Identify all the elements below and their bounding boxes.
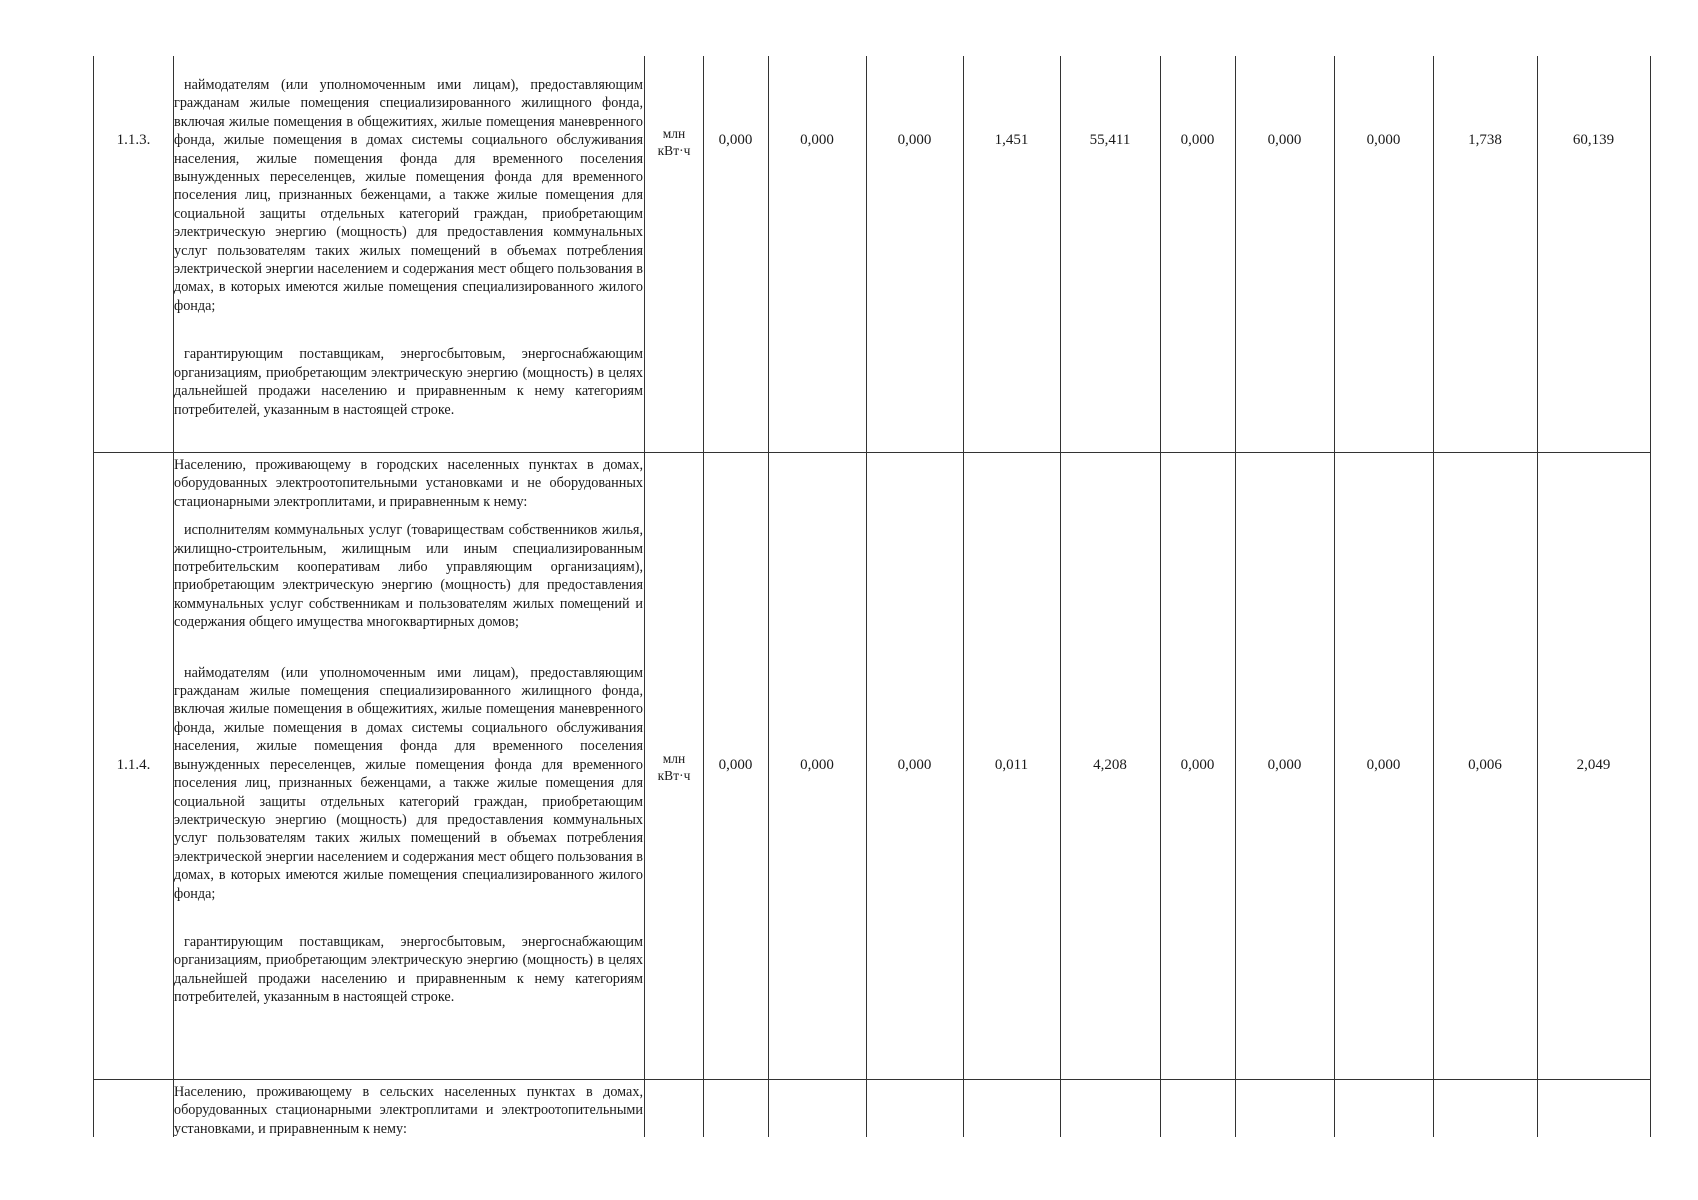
paragraph: наймодателям (или уполномоченным ими лицам), предоставляющим гражданам жилые помещения специализированного жилищного фонда, включая жилые помещения в общежитиях, жилые помещения маневренного фонда, жилые помещения в домах системы социального обслуживания населения, жилые помещения фонда для временного поселения вынужденных переселенцев, жилые помещения фонда для временного поселения лиц, признанных беженцами, а также жилые помещения для социальной защиты отдельных категорий граждан, приобретающим электрическую энергию (мощность) для предоставления коммунальных услуг пользователям таких жилых помещений в объемах потребления электрической энергии населением и содержания мест общего пользования в домах, в которых имеются жилые помещения специализированного жилого фонда; bbox=[174, 77, 643, 314]
grid-line bbox=[1334, 56, 1335, 1137]
grid-line bbox=[1235, 56, 1236, 1137]
paragraph: Населению, проживающему в сельских населенных пунктах в домах, оборудованных стационарными электроплитами и электроотопительными установками, и приравненным к нему: bbox=[174, 1084, 643, 1137]
paragraph: наймодателям (или уполномоченным ими лицам), предоставляющим гражданам жилые помещения специализированного жилищного фонда, включая жилые помещения в общежитиях, жилые помещения маневренного фонда, жилые помещения в домах системы социального обслуживания населения, жилые помещения фонда для временного поселения вынужденных переселенцев, жилые помещения фонда для временного поселения лиц, признанных беженцами, а также жилые помещения для социальной защиты отдельных категорий граждан, приобретающим электрическую энергию (мощность) для предоставления коммунальных услуг пользователям таких жилых помещений в объемах потребления электрической энергии населением и содержания мест общего пользования в домах, в которых имеются жилые помещения специализированного жилого фонда; bbox=[174, 664, 643, 902]
value-cell: 60,139 bbox=[1572, 132, 1615, 148]
value-cell: 0,000 bbox=[897, 132, 932, 148]
value-cell: 0,000 bbox=[1180, 132, 1215, 148]
value-cell: 1,451 bbox=[994, 132, 1029, 148]
value-cell: 2,049 bbox=[1576, 757, 1611, 773]
value-cell: 0,000 bbox=[718, 757, 753, 773]
grid-line bbox=[1160, 56, 1161, 1137]
row-description bbox=[174, 1083, 643, 1138]
value-cell: 0,000 bbox=[897, 757, 932, 773]
grid-line bbox=[1433, 56, 1434, 1137]
value-cell: 0,006 bbox=[1468, 757, 1502, 773]
grid-line bbox=[93, 56, 94, 1137]
value-cell: 0,000 bbox=[1267, 132, 1302, 148]
unit-label: млн кВт·ч bbox=[657, 751, 691, 783]
paragraph: гарантирующим поставщикам, энергосбытовым, энергоснабжающим организациям, приобретающим электрическую энергию (мощность) в целях дальнейшей продажи населению и приравненным к нему категориям потребителей, указанным в настоящей строке. bbox=[174, 346, 643, 418]
row-divider bbox=[93, 1079, 1650, 1080]
row-description bbox=[174, 456, 643, 1007]
row-number: 1.1.4. bbox=[116, 757, 151, 773]
paragraph: гарантирующим поставщикам, энергосбытовым, энергоснабжающим организациям, приобретающим электрическую энергию (мощность) в целях дальнейшей продажи населению и приравненным к нему категориям потребителей, указанным в настоящей строке. bbox=[174, 933, 643, 1006]
paragraph: исполнителям коммунальных услуг (товариществам собственников жилья, жилищно-строительным, жилищным или иным специализированным потребительским кооперативам либо управляющим организациям), приобретающим электрическую энергию (мощность) для предоставления коммунальных услуг собственникам и пользователям жилых помещений и содержания общего имущества многоквартирных домов; bbox=[174, 522, 643, 631]
value-cell: 0,000 bbox=[800, 757, 834, 773]
row-description bbox=[174, 76, 643, 419]
value-cell: 0,000 bbox=[1180, 757, 1215, 773]
value-cell: 55,411 bbox=[1089, 132, 1131, 148]
paragraph: Населению, проживающему в городских населенных пунктах в домах, оборудованных электроотопительными установками и не оборудованных стационарными электроплитами, и приравненным к нему: bbox=[174, 457, 643, 510]
value-cell: 0,000 bbox=[1366, 757, 1401, 773]
grid-line bbox=[963, 56, 964, 1137]
row-number: 1.1.3. bbox=[116, 132, 151, 148]
value-cell: 1,738 bbox=[1468, 132, 1502, 148]
grid-line bbox=[1060, 56, 1061, 1137]
value-cell: 0,011 bbox=[994, 757, 1029, 773]
value-cell: 0,000 bbox=[1267, 757, 1302, 773]
grid-line bbox=[866, 56, 867, 1137]
unit-label: млн кВт·ч bbox=[657, 126, 691, 158]
value-cell: 4,208 bbox=[1093, 757, 1127, 773]
grid-line bbox=[644, 56, 645, 1137]
value-cell: 0,000 bbox=[1366, 132, 1401, 148]
row-divider bbox=[93, 452, 1650, 453]
value-cell: 0,000 bbox=[718, 132, 753, 148]
grid-line bbox=[768, 56, 769, 1137]
grid-line bbox=[703, 56, 704, 1137]
grid-line bbox=[1537, 56, 1538, 1137]
grid-line bbox=[1650, 56, 1651, 1137]
value-cell: 0,000 bbox=[800, 132, 834, 148]
